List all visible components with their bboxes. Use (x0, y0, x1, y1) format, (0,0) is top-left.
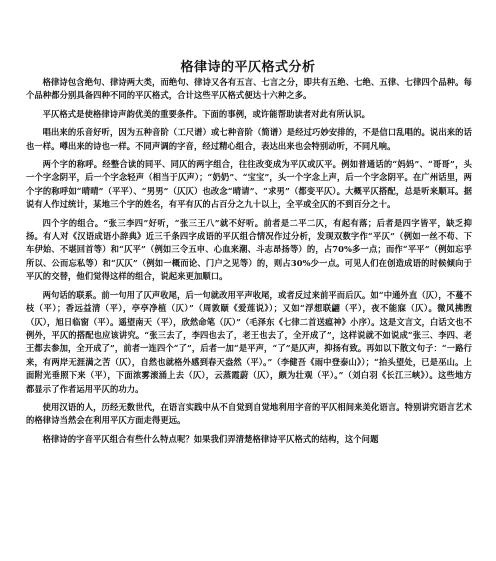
paragraph: 两句话的联系。前一句用了仄声收尾，后一句就改用平声收尾，或者反过来前平而后仄。如“中通外直（仄），不蔓不枝（平）；香远益清（平），亭亭净植（仄）”（周敦颐《爱莲说》）；又如“浮想联翩（平），夜不能寐（仄）。微风拂煦（仄），旭日临窗（平）。遥望南天（平），欣然命笔（仄）”（毛泽东《七律二首送瘟神》小序）。这是文言文，白话文也不例外，平仄的搭配也应该讲究。“张三去了，李四也去了，老王也去了，全开成了”，这样说就不如说成“张三、李四、老王都去参加，全开成了”，前者一连四个“了”，后者一加“是平声，“了”是仄声，抑扬有致。再如以下散文句子：“一路行来，有两岸无涯满之苦（仄），自然也就格外感到春天盎然（平）。”（李健吾《雨中登泰山》）；“抬头望处，已是巫山。上面附光垂照下来（平），下面浓雾滚涌上去（仄），云蒸霞蔚（仄），颇为壮观（平）。”（刘白羽《长江三峡》）。这些地方都显示了作者运用平仄的功力。 (26, 289, 472, 394)
paragraph: 唱出来的乐音好听，因为五种音阶（工尺谱）或七种音阶（简谱）是经过巧妙安排的，不是信口乱唱的。说出来的话也一样。噂出来的诗也一样。不同声调的字音，经过精心组合，表达出来也会特别动听，不同凡响。 (26, 127, 472, 151)
paragraph: 四个字的组合。“张三李四”好听，“张三王八”就不好听。前者是二平二仄，有起有落；后者是四字皆平，缺乏抑扬。有人对《汉语成语小辞典》近三千条四字成语的平仄组合情况作过分析，发现双数字作“平仄”（例如一丝不苟、下车伊始、不堪回首等）和“仄平”（例如三令五申、心血来潮、斗志昂扬等）的，占70%多一点；而作“平平”（例如忘乎所以、公而忘私等）和“仄仄”（例如一概而论、门户之见等）的，则占30%少一点。可见人们在创造成语的时候倾向于平仄的交替，他们觉得这样的组合，说起来更加顺口。 (26, 217, 472, 282)
document-body (26, 76, 472, 451)
paragraph: 格律诗包含绝句、律诗两大类，而绝句、律诗又各有五言、七言之分，即共有五绝、七绝、五律、七律四个品种。每个品种都分别具备四种不同的平仄格式，合计这些平仄格式便达十六种之多。 (26, 77, 472, 101)
document-title: 格律诗的平仄格式分析 (180, 60, 316, 75)
paragraph: 格律诗的字音平仄组合有些什么特点呢？如果我们弄清楚格律诗平仄格式的结构，这个问题 (42, 433, 379, 444)
paragraph: 平仄格式是使格律诗声韵优美的重要条件。下面的事例，或许能帮助读者对此有所认识。 (42, 108, 371, 119)
paragraph: 使用汉语的人，历经无数世代，在语言实践中从不自觉到自觉地利用字音的平仄相间来美化语言。特别讲究语言艺术的格律诗当然会在利用平仄方面走得更远。 (26, 401, 472, 426)
paragraph: 两个字的称呼。经整合读的同平、同仄的两字组合，往往改变成为平仄或仄平。例如普通话的“妈妈”、“哥哥”，头一个字念阴平，后一个字念轻声（相当于仄声）；“奶奶”、“宝宝”，头一个字念上声，后一个字念阴平。在广州话里，两个字的称呼如“晴晴”（平平）、“男男”（仄仄）也改念“晴请”、“求男”（都变平仄）。大概平仄搭配，总是听来顺耳。据说有人作过统计，某地三个字的姓名，有平有仄的占百分之九十以上，全平或全仄的不到百分之十。 (26, 159, 472, 210)
